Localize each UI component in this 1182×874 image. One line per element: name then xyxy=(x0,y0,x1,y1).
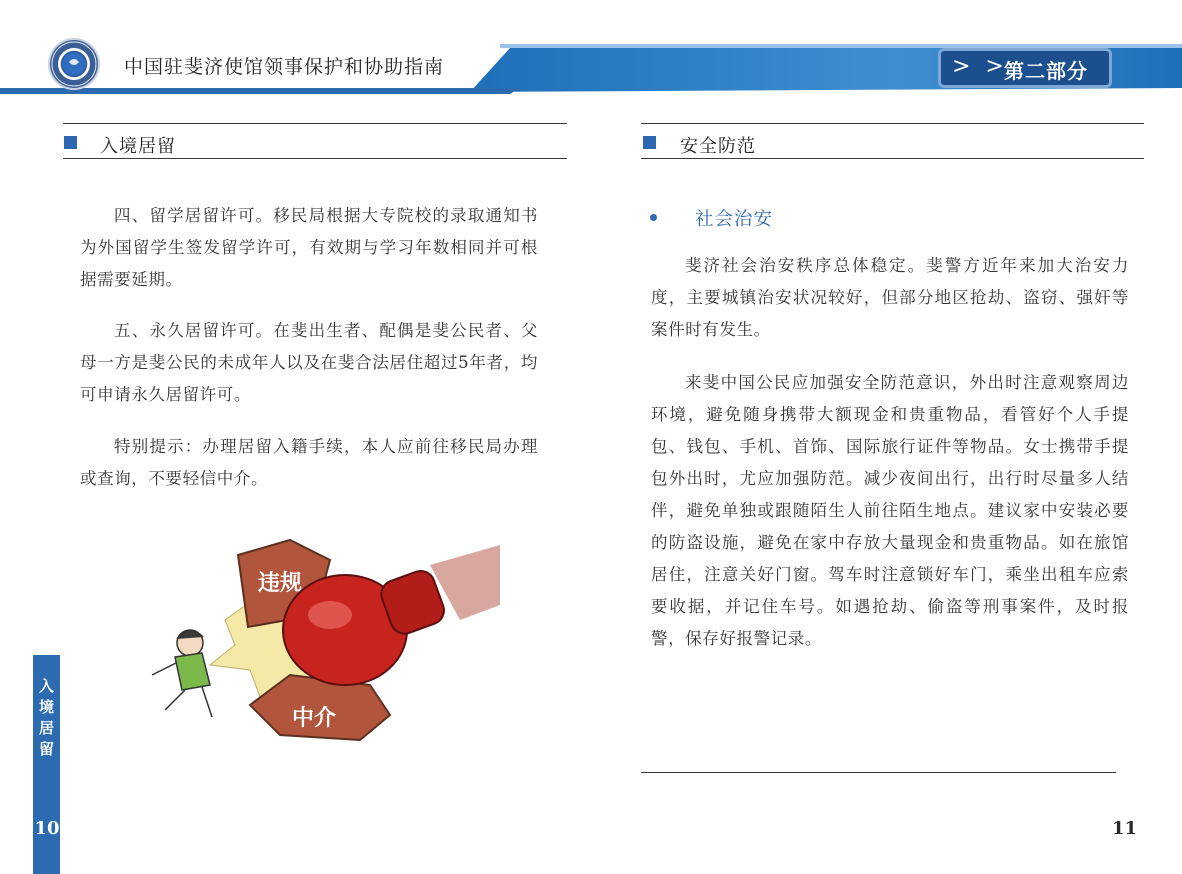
boxing-glove-illustration xyxy=(130,535,500,745)
paragraph: 特别提示：办理居留入籍手续，本人应前往移民局办理或查询，不要轻信中介。 xyxy=(80,437,538,488)
paragraph: 斐济社会治安秩序总体稳定。斐警方近年来加大治安力度，主要城镇治安状况较好，但部分地区抢劫、盗窃、强奸等案件时有发生。 xyxy=(651,256,1129,339)
document-title: 中国驻斐济使馆领事保护和协助指南 xyxy=(124,56,445,78)
section-square-icon xyxy=(643,136,656,149)
section-divider-top xyxy=(641,123,1144,124)
section-title-left: 入境居留 xyxy=(100,136,176,157)
paragraph: 五、永久居留许可。在斐出生者、配偶是斐公民者、父母一方是斐公民的未成年人以及在斐合法居住超过5年者，均可申请永久居留许可。 xyxy=(80,321,538,404)
paragraph: 四、留学居留许可。移民局根据大专院校的录取通知书为外国留学生签发留学许可，有效期与学习年数相同并可根据需要延期。 xyxy=(80,206,538,289)
section-divider-bottom xyxy=(641,158,1144,159)
chevron-right-icon: > > xyxy=(952,54,1008,79)
subsection-title: 社会治安 xyxy=(695,209,774,230)
section-square-icon xyxy=(64,136,77,149)
side-tab-label: 入境居留 xyxy=(38,677,54,758)
consular-affairs-emblem-icon xyxy=(50,40,98,88)
section-divider-bottom xyxy=(63,158,567,159)
page-number-left: 10 xyxy=(34,818,60,839)
footer-divider xyxy=(641,772,1116,773)
person-figure xyxy=(152,630,212,717)
paragraph: 来斐中国公民应加强安全防范意识，外出时注意观察周边环境，避免随身携带大额现金和贵重物品，看管好个人手提包、钱包、手机、首饰、国际旅行证件等物品。女士携带手提包外出时，尤应加强防范。减少夜间出行，出行时尽量多人结伴，避免单独或跟随陌生人前往陌生地点。建议家中安装必要的防盗设施，避免在家中存放大量现金和贵重物品。如在旅馆居住，注意关好门窗。驾车时注意锁好车门，乘坐出租车应索要收据，并记住车号。如遇抢劫、偷盗等刑事案件，及时报警，保存好报警记录。 xyxy=(651,373,1129,648)
part-label: 第二部分 xyxy=(1004,59,1088,83)
section-title-right: 安全防范 xyxy=(680,136,756,157)
label-top: 违规 xyxy=(258,571,303,596)
section-divider-top xyxy=(63,123,567,124)
bullet-icon xyxy=(650,214,657,221)
label-bottom: 中介 xyxy=(292,706,337,731)
page-number-right: 11 xyxy=(1112,818,1138,839)
